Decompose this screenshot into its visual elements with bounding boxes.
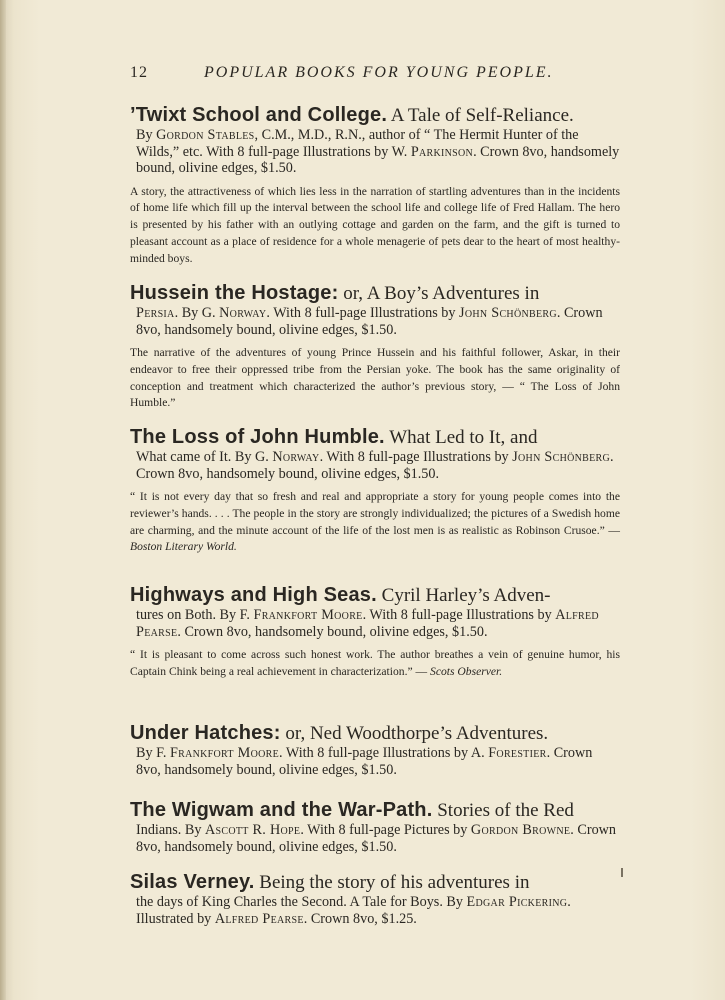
book-blurb: “ It is not every day that so fresh and real and appropriate a story for young people comes into the reviewer’s hands. . . . The people in the story are strongly individualized; the pictures of a Swedish home are charming, and the minute account of the life of the lost men is as realistic as Robinson Crusoe.” — Boston Literary World. xyxy=(130,490,620,554)
author-name: Norway xyxy=(219,305,267,321)
page-header xyxy=(130,64,622,86)
book-title: The Loss of John Humble. xyxy=(130,426,385,448)
book-subtitle: Being the story of his adventures in xyxy=(254,872,530,893)
entry-title-line xyxy=(130,282,620,305)
book-subtitle: Cyril Harley’s Adven- xyxy=(376,585,551,606)
entry-title-line xyxy=(130,871,620,894)
illustrator-name: John Schönberg xyxy=(459,305,557,321)
entry-title-line xyxy=(130,426,620,449)
entry-title-line xyxy=(130,584,620,607)
book-entry-highways-and-high-seas xyxy=(130,584,620,681)
illustrator-name: Alfred Pearse xyxy=(136,607,599,640)
illustrator-name: Gordon Browne xyxy=(470,822,571,838)
book-title: Highways and High Seas. xyxy=(130,584,377,606)
illustrator-name: Forestier xyxy=(488,745,547,761)
book-entry-silas-verney xyxy=(130,871,620,927)
book-description: By F. Frankfort Moore. With 8 full-page Illustrations by A. Forestier. Crown 8vo, handsomely bound, olivine edges, $1.50. xyxy=(136,745,593,778)
book-entry-wigwam-and-war-path xyxy=(130,799,620,855)
illustrator-name: Parkinson xyxy=(410,143,474,160)
book-title: Hussein the Hostage: xyxy=(130,282,339,304)
entry-title-line xyxy=(130,104,620,127)
page-number: 12 xyxy=(130,64,148,81)
author-name: Frankfort Moore xyxy=(169,745,280,761)
book-blurb: The narrative of the adventures of young Prince Hussein and his faithful follower, Askar, in their endeavor to free their oppressed tribe from the Persian yoke. The book has the same originality of conception and treatment which characterized the author’s previous story, — “ The Loss of John Humble.” xyxy=(130,346,620,410)
book-blurb: A story, the attractiveness of which lies less in the narration of startling adventures than in the incidents of home life which fill up the interval between the school life and college life of Fred Hallam. The hero is presented by his father with an outlying cottage and garden on the farm, and the gift is turned to pleasant account as a place of residence for a whole menagerie of pets dear to the heart of most healthy-minded boys. xyxy=(130,184,620,265)
entry-title-line xyxy=(130,799,620,822)
book-subtitle: A Tale of Self-Reliance. xyxy=(387,105,574,126)
illustrator-name: John Schönberg xyxy=(512,449,611,465)
author-name: Frankfort Moore xyxy=(253,607,363,623)
page-spine-shadow xyxy=(0,0,6,1000)
running-title: POPULAR BOOKS FOR YOUNG PEOPLE. xyxy=(204,64,554,81)
book-subtitle: or, Ned Woodthorpe’s Adventures. xyxy=(280,723,549,744)
book-description: What came of It. By G. Norway. With 8 full-page Illustrations by John Schönberg. Crown 8vo, handsomely bound, olivine edges, $1.50. xyxy=(136,449,614,482)
author-name: Ascott R. Hope xyxy=(204,822,301,838)
author-name: Edgar Pickering xyxy=(466,894,568,910)
book-description: By Gordon Stables, C.M., M.D., R.N., author of “ The Hermit Hunter of the Wilds,” etc. With 8 full-page Illustrations by W. Parkinson. Crown 8vo, handsomely bound, olivine edges, $1.50. xyxy=(136,127,620,176)
book-blurb: “ It is pleasant to come across such honest work. The author breathes a vein of genuine humor, his Captain Chink being a real achievement in characterization.” — Scots Observer. xyxy=(130,648,620,678)
book-description: tures on Both. By F. Frankfort Moore. With 8 full-page Illustrations by Alfred Pearse. Crown 8vo, handsomely bound, olivine edges, $1.50. xyxy=(136,607,599,640)
book-title: ’Twixt School and College. xyxy=(130,104,388,126)
book-description: Persia. By G. Norway. With 8 full-page Illustrations by John Schönberg. Crown 8vo, handsomely bound, olivine edges, $1.50. xyxy=(136,305,603,338)
review-source: Boston Literary World. xyxy=(130,540,237,554)
book-subtitle: Stories of the Red xyxy=(432,800,574,821)
book-title: Under Hatches: xyxy=(130,722,281,744)
book-description: the days of King Charles the Second. A Tale for Boys. By Edgar Pickering. Illustrated by Alfred Pearse. Crown 8vo, $1.25. xyxy=(136,894,571,927)
book-description: Indians. By Ascott R. Hope. With 8 full-page Pictures by Gordon Browne. Crown 8vo, handsomely bound, olivine edges, $1.50. xyxy=(136,822,616,855)
margin-mark xyxy=(621,868,623,877)
book-entry-loss-of-john-humble xyxy=(130,426,620,556)
entry-title-line xyxy=(130,722,620,745)
book-entry-hussein xyxy=(130,282,620,412)
book-subtitle: or, A Boy’s Adventures in xyxy=(338,283,540,304)
illustrator-name: Alfred Pearse xyxy=(214,910,304,927)
book-title: The Wigwam and the War-Path. xyxy=(130,799,433,821)
author-name: Gordon Stables xyxy=(156,127,255,143)
author-name: Norway xyxy=(272,449,320,465)
review-source: Scots Observer. xyxy=(430,664,503,678)
book-title: Silas Verney. xyxy=(130,871,255,893)
book-subtitle: What Led to It, and xyxy=(384,427,538,448)
book-entry-twixt-school xyxy=(130,104,620,267)
book-entry-under-hatches xyxy=(130,722,620,778)
